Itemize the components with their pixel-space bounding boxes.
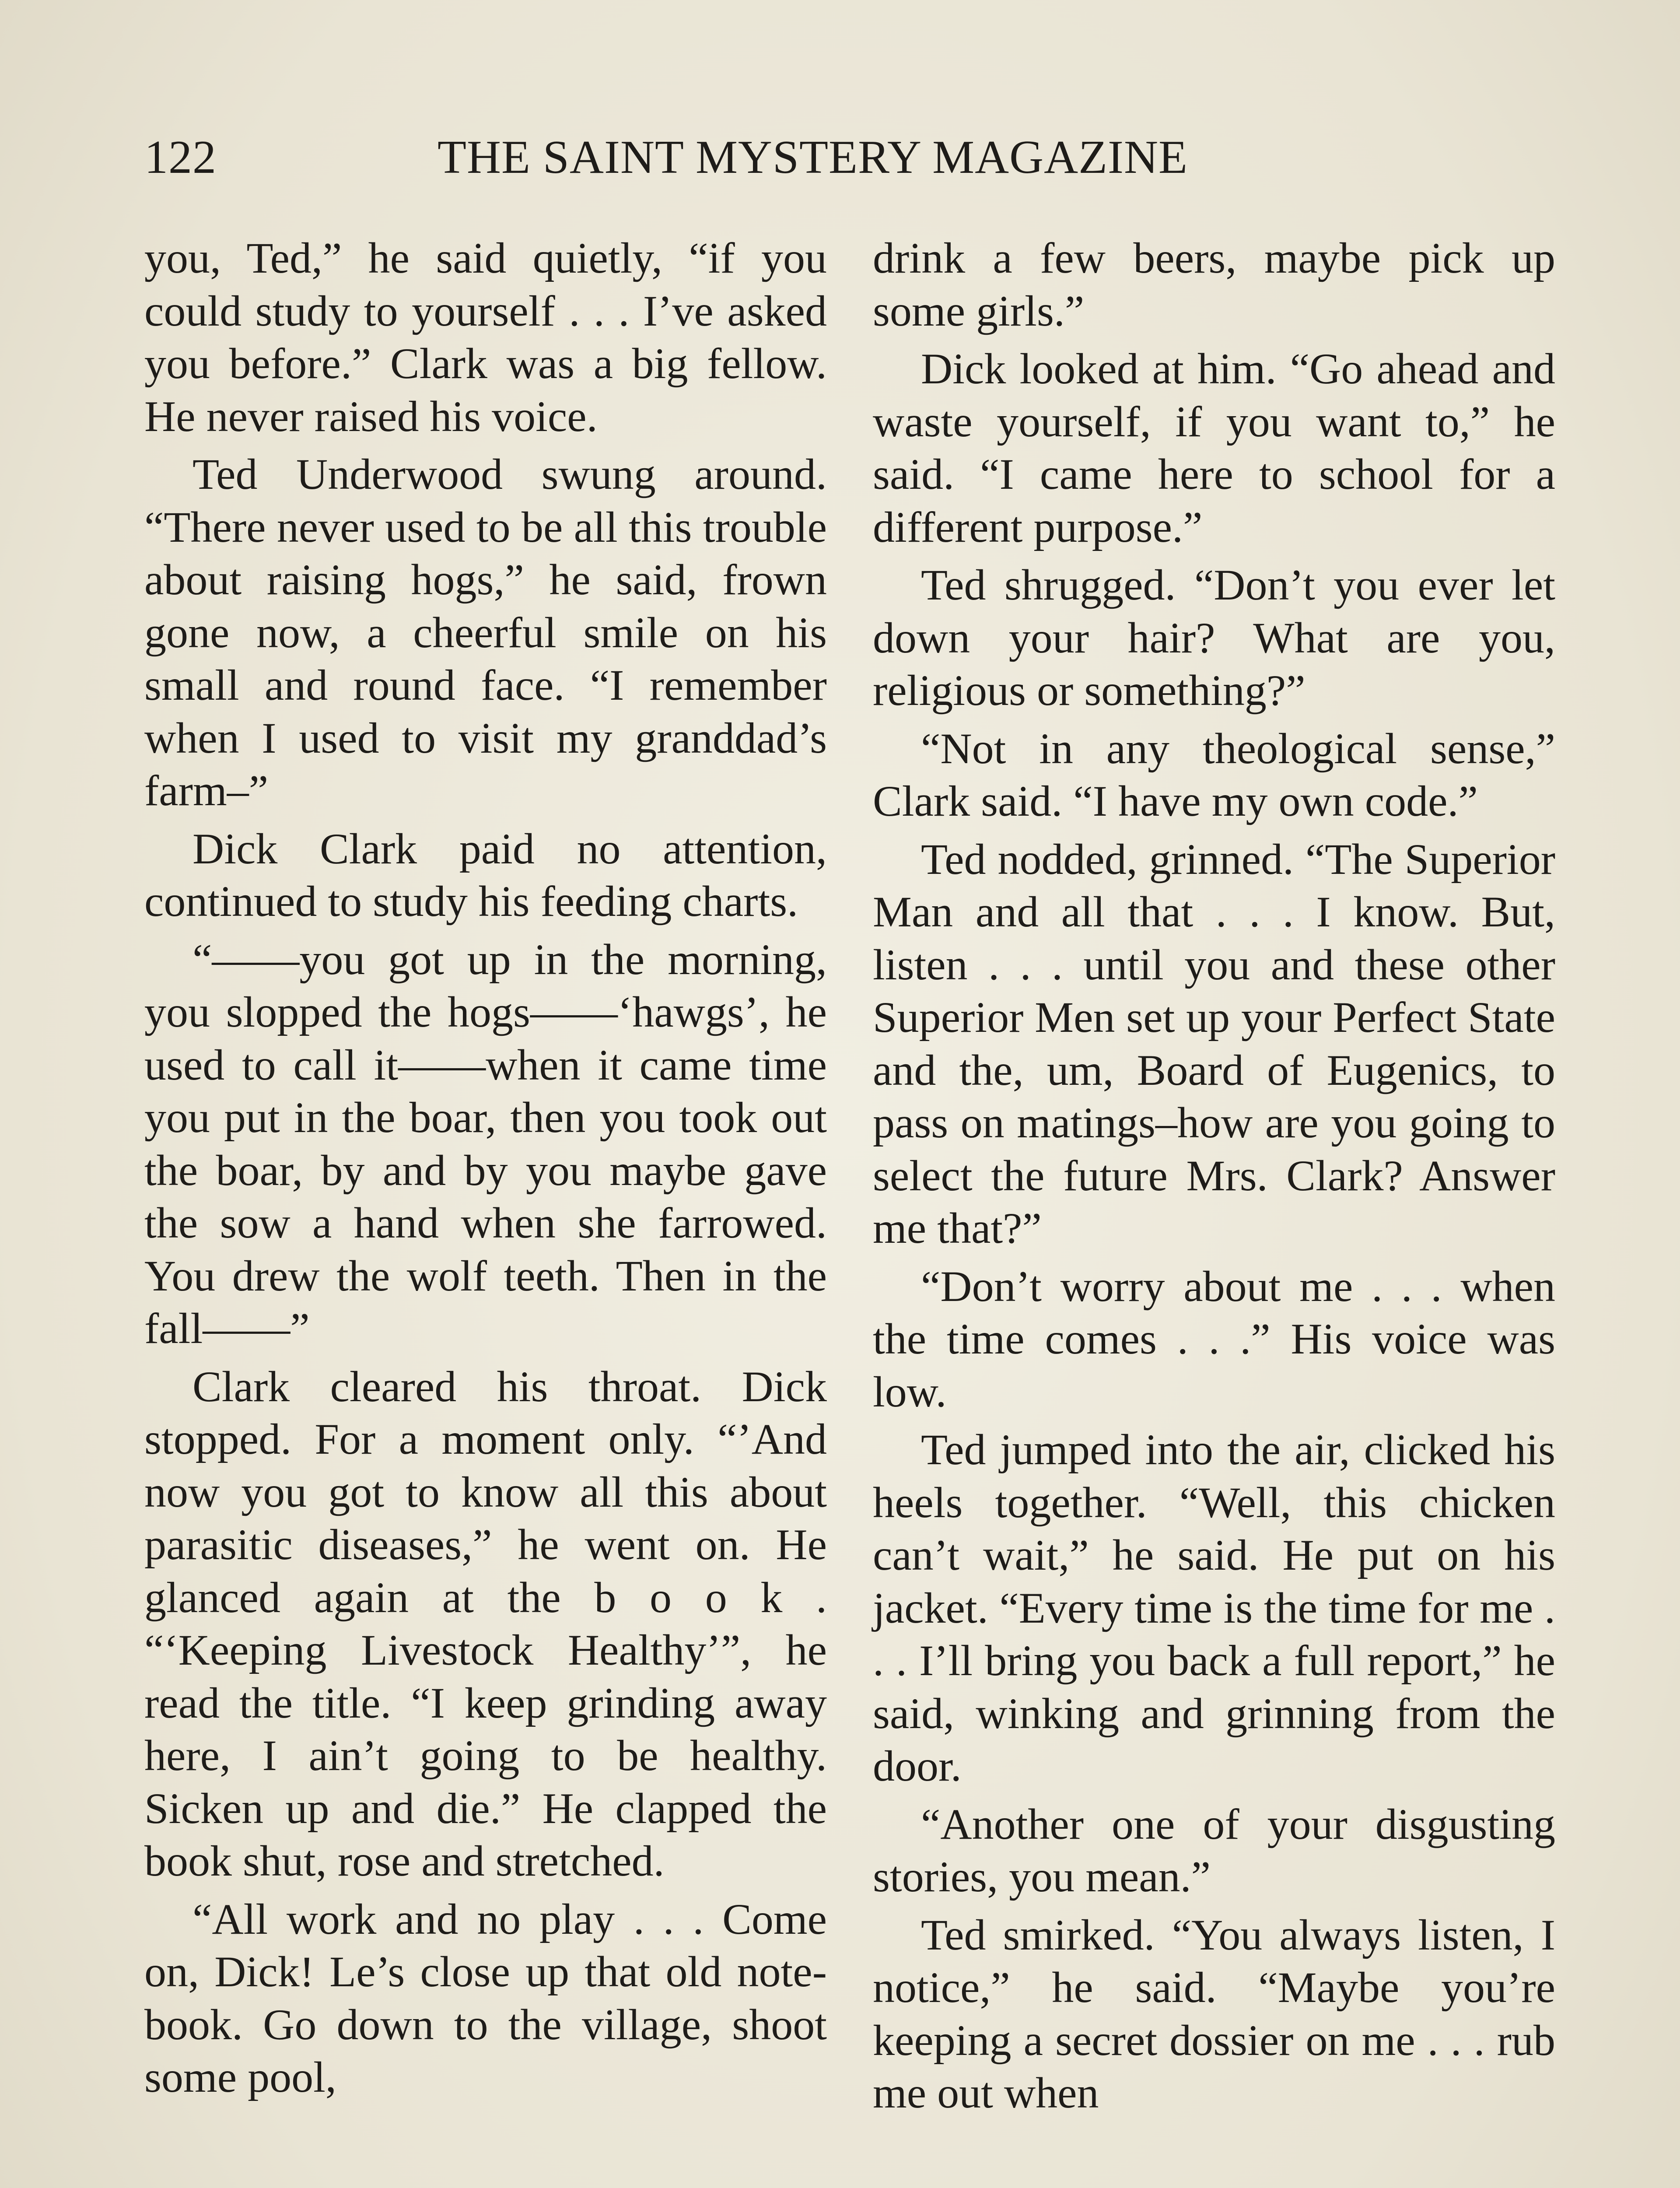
paragraph: you, Ted,” he said quietly, “if you could study to yourself . . . I’ve asked you before.” Clark was a big fellow. He never raised his voice. bbox=[144, 234, 827, 441]
paragraph: Dick Clark paid no attention, continued to study his feeding charts. bbox=[144, 824, 827, 926]
running-header bbox=[144, 127, 1544, 188]
paragraph: Clark cleared his throat. Dick stopped. For a moment only. “’And now you got to know all this about parasitic diseases,” he went on. He glanced again at the b o o k . “‘Keeping Livestock Healthy’”, he read the title. “I keep grinding away here, I ain’t going to be healthy. Sicken up and die.” He clapped the book shut, rose and stretched. bbox=[144, 1362, 827, 1885]
magazine-title: THE SAINT MYSTERY MAGAZINE bbox=[438, 131, 1188, 183]
paragraph: Ted jumped into the air, clicked his heels together. “Well, this chicken can’t wait,” he said. He put on his jacket. “Every time is the time for me . . . I’ll bring you back a full report,” he said, winking and grinning from the door. bbox=[873, 1425, 1555, 1790]
paragraph: Dick looked at him. “Go ahead and waste yourself, if you want to,” he said. “I came here to school for a different purpose.” bbox=[873, 344, 1555, 551]
right-column bbox=[873, 232, 1555, 2125]
paragraph: drink a few beers, maybe pick up some girls.” bbox=[873, 234, 1555, 335]
paragraph: “Another one of your disgusting stories, you mean.” bbox=[873, 1799, 1555, 1901]
paragraph: “Not in any theological sense,” Clark said. “I have my own code.” bbox=[873, 724, 1555, 825]
paragraph: Ted Underwood swung around. “There never used to be all this trouble about raising hogs,” he said, frown gone now, a cheerful smile on his small and round face. “I remember when I used to visit my granddad’s farm–” bbox=[144, 450, 827, 815]
page-number: 122 bbox=[144, 131, 217, 183]
paragraph: Ted smirked. “You always listen, I notice,” he said. “Maybe you’re keeping a secret dossier on me . . . rub me out when bbox=[873, 1910, 1555, 2117]
paragraph: “All work and no play . . . Come on, Dick! Le’s close up that old note-book. Go down to the village, shoot some pool, bbox=[144, 1894, 827, 2101]
left-column bbox=[144, 232, 827, 2109]
paragraph: “Don’t worry about me . . . when the time comes . . .” His voice was low. bbox=[873, 1262, 1555, 1416]
paragraph: Ted nodded, grinned. “The Superior Man and all that . . . I know. But, listen . . . until you and these other Superior Men set up your Perfect State and the, um, Board of Eugenics, to pass on matings–how are you going to select the future Mrs. Clark? Answer me that?” bbox=[873, 835, 1555, 1252]
paragraph: Ted shrugged. “Don’t you ever let down your hair? What are you, religious or something?” bbox=[873, 561, 1555, 715]
paragraph: “——you got up in the morning, you slopped the hogs——‘hawgs’, he used to call it——when it came time you put in the boar, then you took out the boar, by and by you maybe gave the sow a hand when she farrowed. You drew the wolf teeth. Then in the fall——” bbox=[144, 935, 827, 1353]
